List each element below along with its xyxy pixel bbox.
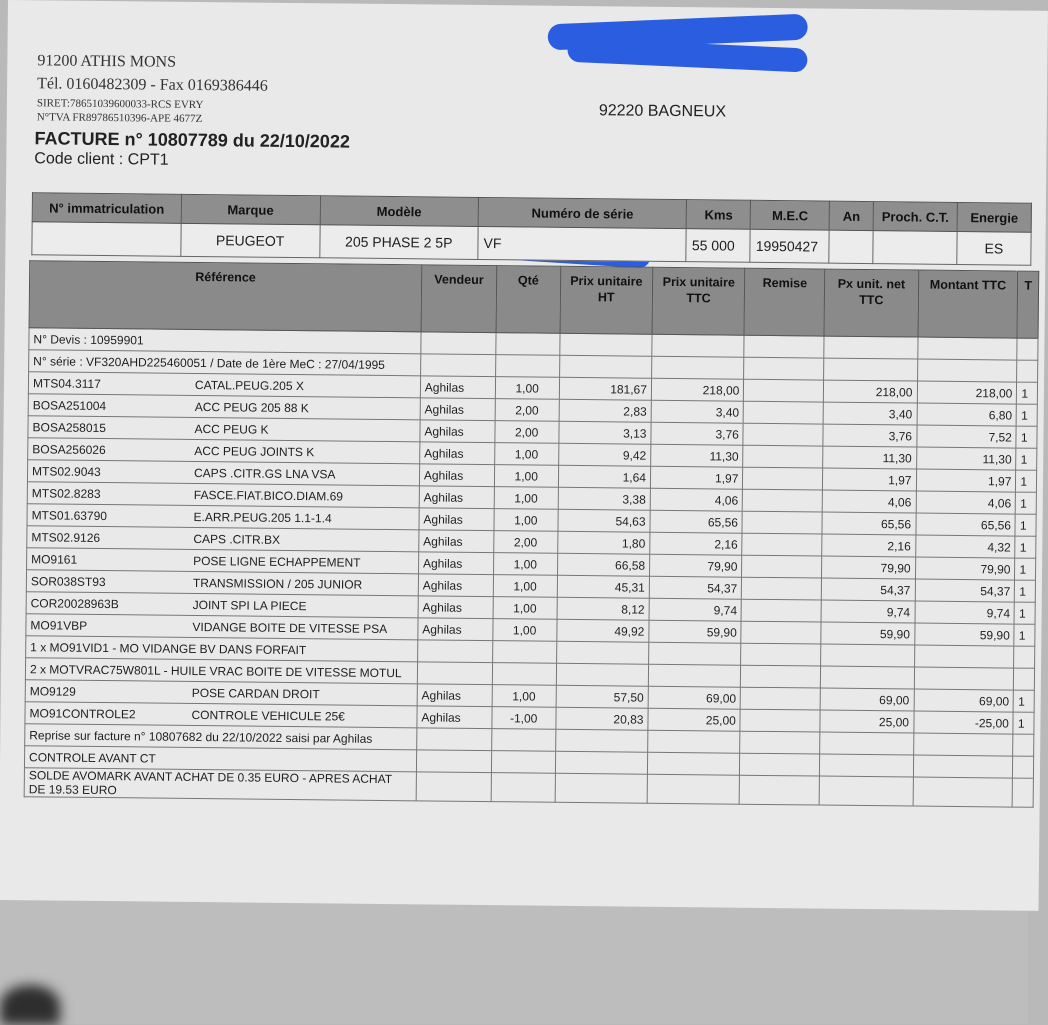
col-discount: Remise (744, 268, 825, 336)
company-address (37, 52, 268, 125)
item-t: 1 (1016, 426, 1037, 448)
empty-cell (820, 732, 914, 755)
item-unit-ht: 2,83 (559, 399, 652, 422)
item-net-ttc: 9,74 (821, 600, 915, 623)
item-code: MTS04.3117 (32, 375, 101, 391)
item-label: FASCE.FIAT.BICO.DIAM.69 (193, 487, 344, 504)
item-total: 59,90 (914, 623, 1014, 646)
item-vendor: Aghilas (418, 618, 493, 641)
item-discount (742, 533, 822, 556)
empty-cell (1017, 360, 1038, 382)
empty-cell (913, 733, 1013, 756)
vehicle-model: 205 PHASE 2 5P (319, 225, 478, 260)
item-label: CONTROLE VEHICULE 25€ (191, 707, 345, 724)
item-total: -25,00 (913, 711, 1013, 734)
item-discount (743, 489, 823, 512)
empty-cell (744, 335, 824, 358)
item-unit-ht: 3,13 (558, 421, 651, 444)
item-net-ttc: 69,00 (820, 688, 914, 711)
col-net-ttc: Px unit. net TTC (824, 269, 918, 337)
item-total: 54,37 (915, 579, 1015, 602)
item-t: 1 (1015, 514, 1036, 536)
item-total: 65,56 (915, 513, 1015, 536)
item-net-ttc: 59,90 (821, 622, 915, 645)
item-code: MTS02.8283 (31, 485, 101, 501)
item-discount (741, 599, 821, 622)
item-qty: 1,00 (492, 685, 556, 708)
item-t: 1 (1016, 470, 1037, 492)
sub-line-text: 1 x MO91VID1 - MO VIDANGE BV DANS FORFAIT (26, 636, 418, 662)
info-row-text: N° série : VF320AHD225460051 / Date de 1ère MeC : 27/04/1995 (29, 350, 421, 376)
item-code: MO9129 (29, 683, 76, 699)
item-net-ttc: 3,40 (823, 402, 917, 425)
item-unit-ttc: 11,30 (651, 444, 744, 467)
item-unit-ttc: 59,90 (649, 620, 742, 643)
item-unit-ttc: 9,74 (649, 598, 742, 621)
item-vendor: Aghilas (417, 706, 492, 729)
item-total: 69,00 (914, 689, 1014, 712)
item-qty: 1,00 (493, 553, 557, 576)
empty-cell (1013, 778, 1034, 807)
empty-cell (821, 666, 915, 689)
empty-cell (491, 751, 555, 774)
empty-cell (648, 730, 741, 753)
vehicle-header: Proch. C.T. (873, 202, 957, 232)
empty-cell (740, 753, 820, 776)
item-t: 1 (1015, 536, 1036, 558)
item-discount (741, 687, 821, 710)
client-code: Code client : CPT1 (34, 150, 169, 169)
item-net-ttc: 54,37 (821, 578, 915, 601)
note-row-text: Reprise sur facture n° 10807682 du 22/10/2022 saisi par Aghilas (25, 724, 417, 750)
vehicle-header: Modèle (320, 196, 479, 227)
empty-cell (741, 643, 821, 666)
item-qty: 1,00 (495, 443, 559, 466)
col-t: T (1017, 271, 1038, 338)
item-label: ACC PEUG 205 88 K (194, 399, 309, 415)
item-qty: 1,00 (493, 619, 557, 642)
item-vendor: Aghilas (420, 398, 495, 421)
empty-cell (820, 754, 914, 777)
empty-cell (556, 641, 649, 664)
item-code: MTS02.9126 (31, 529, 101, 545)
redaction-mark (567, 38, 808, 73)
item-net-ttc: 218,00 (824, 380, 918, 403)
vehicle-brand: PEUGEOT (181, 223, 320, 257)
item-unit-ht: 45,31 (557, 575, 650, 598)
vehicle-year (829, 230, 873, 263)
item-net-ttc: 79,90 (822, 556, 916, 579)
item-unit-ht: 20,83 (555, 707, 648, 730)
item-code: MO91VBP (30, 617, 88, 633)
item-net-ttc: 25,00 (820, 710, 914, 733)
empty-cell (914, 645, 1014, 668)
company-siret: SIRET:78651039600033-RCS EVRY (36, 97, 204, 112)
col-unit-ttc: Prix unitaire TTC (652, 267, 745, 335)
empty-cell (492, 641, 556, 664)
item-discount (740, 709, 820, 732)
item-qty: 1,00 (493, 597, 557, 620)
item-discount (742, 555, 822, 578)
col-unit-ht: Prix unitaire HT (560, 266, 653, 334)
vehicle-energy: ES (957, 231, 1031, 265)
empty-cell (648, 664, 741, 687)
item-t: 1 (1013, 712, 1034, 734)
item-qty: 1,00 (494, 509, 558, 532)
item-vendor: Aghilas (419, 530, 494, 553)
item-t: 1 (1014, 690, 1035, 712)
vehicle-header: Energie (957, 202, 1031, 232)
item-net-ttc: 11,30 (823, 446, 917, 469)
item-net-ttc: 65,56 (822, 512, 916, 535)
item-qty: 2,00 (494, 531, 558, 554)
item-discount (743, 467, 823, 490)
item-total: 218,00 (917, 381, 1017, 404)
item-unit-ht: 8,12 (557, 597, 650, 620)
item-unit-ttc: 2,16 (650, 532, 743, 555)
item-code: MO9161 (31, 551, 78, 567)
empty-cell (913, 777, 1013, 807)
item-discount (744, 379, 824, 402)
destination-address: 92220 BAGNEUX (598, 102, 727, 121)
item-unit-ht: 1,64 (558, 465, 651, 488)
item-code: MTS01.63790 (31, 507, 108, 523)
item-total: 11,30 (916, 447, 1016, 470)
item-vendor: Aghilas (418, 596, 493, 619)
empty-cell (555, 773, 648, 803)
vehicle-header: An (829, 201, 873, 230)
empty-cell (1013, 756, 1034, 778)
item-label: CAPS .CITR.GS LNA VSA (193, 465, 336, 481)
empty-cell (556, 663, 649, 686)
item-vendor: Aghilas (418, 574, 493, 597)
empty-cell (652, 356, 745, 379)
empty-cell (647, 752, 740, 775)
empty-cell (495, 355, 559, 378)
item-vendor: Aghilas (420, 420, 495, 443)
item-total: 4,32 (915, 535, 1015, 558)
item-unit-ht: 181,67 (559, 377, 652, 400)
item-t: 1 (1016, 448, 1037, 470)
item-unit-ttc: 69,00 (648, 686, 741, 709)
note-row-text: SOLDE AVOMARK AVANT ACHAT DE 0.35 EURO - APRES ACHAT DE 19.53 EURO (24, 768, 416, 801)
item-unit-ht: 57,50 (556, 685, 649, 708)
empty-cell (917, 337, 1017, 360)
item-unit-ttc: 4,06 (650, 488, 743, 511)
company-city: 91200 ATHIS MONS (37, 52, 177, 71)
item-code: BOSA251004 (32, 397, 107, 413)
vehicle-table (31, 192, 1032, 265)
item-label: ACC PEUG K (194, 421, 269, 437)
empty-cell (491, 773, 555, 803)
item-unit-ttc: 25,00 (648, 708, 741, 731)
item-discount (743, 445, 823, 468)
item-label: TRANSMISSION / 205 JUNIOR (192, 575, 363, 592)
empty-cell (421, 332, 496, 355)
empty-cell (647, 774, 740, 804)
empty-cell (420, 354, 495, 377)
empty-cell (417, 640, 492, 663)
item-t: 1 (1015, 558, 1036, 580)
col-qty: Qté (496, 266, 560, 334)
item-total: 4,06 (916, 491, 1016, 514)
empty-cell (492, 663, 556, 686)
empty-cell (914, 667, 1014, 690)
item-code: BOSA256026 (32, 441, 106, 457)
item-t: 1 (1014, 602, 1035, 624)
item-code: COR20028963B (30, 595, 119, 611)
item-unit-ht: 54,63 (558, 509, 651, 532)
item-qty: 2,00 (495, 421, 559, 444)
col-reference: Référence (29, 261, 422, 332)
item-unit-ttc: 65,56 (650, 510, 743, 533)
item-unit-ht: 49,92 (556, 619, 649, 642)
item-total: 6,80 (917, 403, 1017, 426)
item-unit-ttc: 3,40 (651, 400, 744, 423)
company-tva: N°TVA FR89786510396-APE 4677Z (36, 111, 203, 126)
item-vendor: Aghilas (420, 442, 495, 465)
item-label: POSE LIGNE ECHAPPEMENT (193, 553, 361, 570)
item-vendor: Aghilas (418, 552, 493, 575)
info-row-text: N° Devis : 10959901 (29, 328, 421, 354)
item-label: POSE CARDAN DROIT (191, 685, 320, 701)
empty-cell (417, 662, 492, 685)
item-code: BOSA258015 (32, 419, 106, 435)
empty-cell (555, 751, 648, 774)
item-unit-ttc: 54,37 (649, 576, 742, 599)
empty-cell (740, 775, 820, 805)
item-qty: 1,00 (493, 575, 557, 598)
item-qty: 2,00 (495, 399, 559, 422)
item-unit-ttc: 3,76 (651, 422, 744, 445)
item-code: SOR038ST93 (30, 573, 106, 589)
item-vendor: Aghilas (417, 684, 492, 707)
col-total-ttc: Montant TTC (918, 270, 1019, 338)
item-code: MO91CONTROLE2 (29, 705, 136, 721)
item-vendor: Aghilas (419, 486, 494, 509)
empty-cell (555, 729, 648, 752)
empty-cell (492, 729, 556, 752)
empty-cell (917, 359, 1017, 382)
empty-cell (1013, 734, 1034, 756)
empty-cell (741, 665, 821, 688)
item-code: MTS02.9043 (31, 463, 101, 479)
empty-cell (496, 333, 560, 356)
empty-cell (824, 336, 918, 359)
item-discount (742, 577, 822, 600)
vehicle-mec: 19950427 (750, 229, 829, 263)
vehicle-kms: 55 000 (686, 229, 750, 263)
note-row-text: CONTROLE AVANT CT (24, 746, 416, 772)
item-vendor: Aghilas (419, 464, 494, 487)
empty-cell (652, 334, 745, 357)
item-discount (743, 423, 823, 446)
item-unit-ht: 66,58 (557, 553, 650, 576)
item-discount (742, 511, 822, 534)
item-net-ttc: 1,97 (823, 468, 917, 491)
empty-cell (740, 731, 820, 754)
item-unit-ttc: 1,97 (650, 466, 743, 489)
company-phone: Tél. 0160482309 - Fax 0169386446 (37, 75, 268, 95)
empty-cell (913, 755, 1013, 778)
item-qty: 1,00 (494, 487, 558, 510)
empty-cell (559, 333, 652, 356)
empty-cell (821, 644, 915, 667)
invoice-title: FACTURE n° 10807789 du 22/10/2022 (34, 128, 351, 152)
item-net-ttc: 4,06 (822, 490, 916, 513)
item-unit-ttc: 218,00 (651, 378, 744, 401)
vehicle-plate (32, 222, 181, 257)
item-net-ttc: 3,76 (823, 424, 917, 447)
item-t: 1 (1016, 492, 1037, 514)
item-t: 1 (1014, 624, 1035, 646)
empty-cell (416, 772, 491, 802)
item-qty: -1,00 (492, 707, 556, 730)
item-unit-ttc: 79,90 (649, 554, 742, 577)
col-vendor: Vendeur (421, 265, 497, 333)
vehicle-header: M.E.C (750, 200, 829, 230)
item-total: 7,52 (916, 425, 1016, 448)
item-unit-ht: 3,38 (558, 487, 651, 510)
empty-cell (819, 776, 913, 806)
item-qty: 1,00 (495, 377, 559, 400)
item-label: VIDANGE BOITE DE VITESSE PSA (192, 619, 388, 636)
empty-cell (417, 728, 492, 751)
item-t: 1 (1017, 382, 1038, 404)
empty-cell (559, 355, 652, 378)
item-total: 79,90 (915, 557, 1015, 580)
item-total: 1,97 (916, 469, 1016, 492)
vehicle-header: Numéro de série (478, 197, 687, 228)
item-t: 1 (1015, 580, 1036, 602)
empty-cell (416, 750, 491, 773)
item-label: E.ARR.PEUG.205 1.1-1.4 (193, 509, 332, 525)
item-label: CATAL.PEUG.205 X (194, 377, 304, 393)
item-vendor: Aghilas (420, 376, 495, 399)
empty-cell (649, 642, 742, 665)
item-unit-ht: 1,80 (557, 531, 650, 554)
item-total: 9,74 (915, 601, 1015, 624)
empty-cell (1014, 646, 1035, 668)
empty-cell (1014, 668, 1035, 690)
item-unit-ht: 9,42 (558, 443, 651, 466)
empty-cell (744, 357, 824, 380)
item-t: 1 (1017, 404, 1038, 426)
vehicle-header: Marque (181, 194, 320, 224)
item-label: JOINT SPI LA PIECE (192, 597, 307, 613)
item-label: CAPS .CITR.BX (193, 531, 281, 547)
item-net-ttc: 2,16 (822, 534, 916, 557)
empty-cell (824, 358, 918, 381)
vehicle-header: Kms (687, 200, 751, 230)
item-qty: 1,00 (494, 465, 558, 488)
item-label: ACC PEUG JOINTS K (194, 443, 315, 459)
shadow-blot (0, 985, 60, 1025)
empty-cell (1017, 338, 1038, 360)
item-discount (743, 401, 823, 424)
vehicle-serial: VF (478, 226, 687, 261)
sub-line-text: 2 x MOTVRAC75W801L - HUILE VRAC BOITE DE VITESSE MOTUL (25, 658, 417, 684)
vehicle-next-ct (873, 231, 957, 265)
invoice-lines-table (24, 260, 1040, 808)
vehicle-header: N° immatriculation (32, 193, 181, 224)
item-vendor: Aghilas (419, 508, 494, 531)
item-discount (741, 621, 821, 644)
